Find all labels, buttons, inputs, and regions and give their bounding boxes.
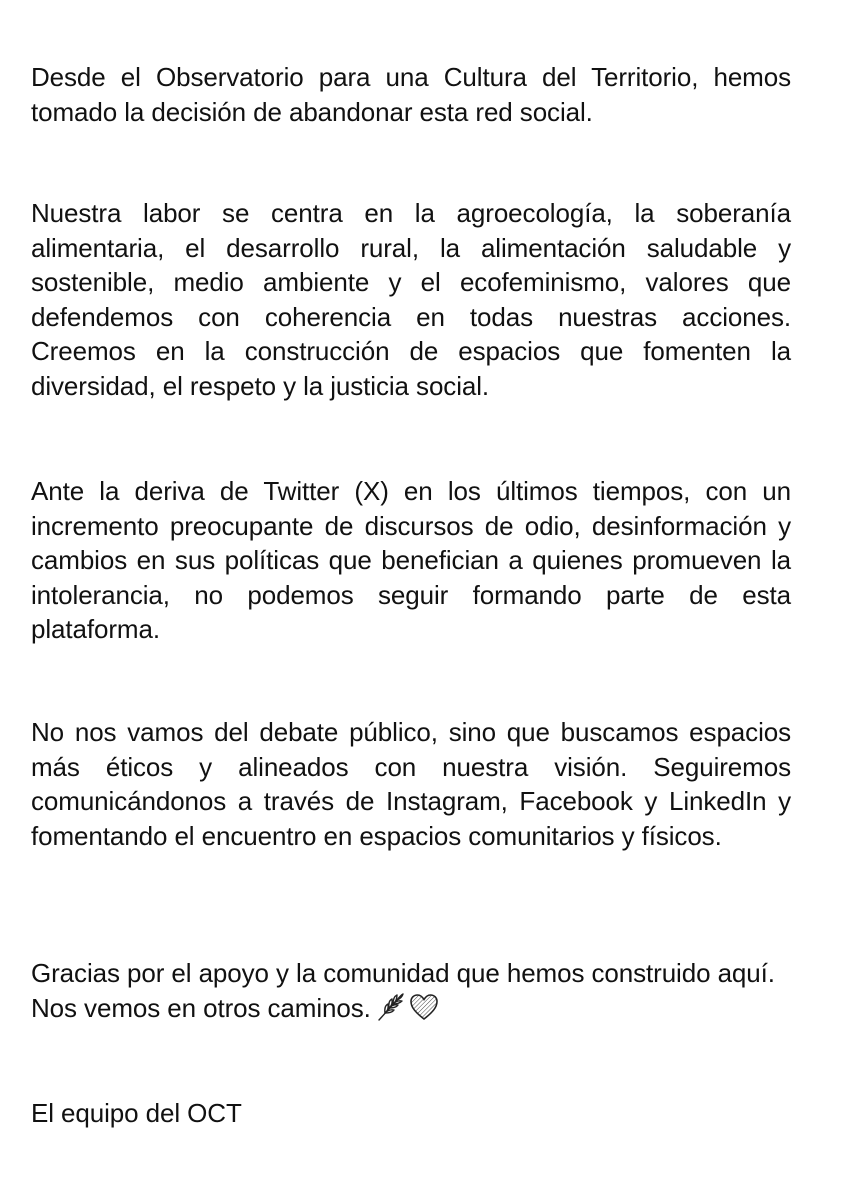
thanks-text: Gracias por el apoyo y la comunidad que hemos construido aquí. Nos vemos en otros caminos.: [31, 958, 775, 1023]
signature-line: El equipo del OCT: [31, 1098, 242, 1128]
wheat-icon: [375, 992, 405, 1022]
paragraph-reasons: Ante la deriva de Twitter (X) en los últimos tiempos, con un incremento preocupante de discursos de odio, desinformación y cambios en sus políticas que benefician a quienes promueven la intolerancia, no podemos seguir formando parte de esta plataforma.: [31, 476, 791, 644]
paragraph-next-steps: No nos vamos del debate público, sino que buscamos espacios más éticos y alineados con nuestra visión. Seguiremos comunicándonos a través de Instagram, Facebook y LinkedIn y fomentando el encuentro en espacios comunitarios y físicos.: [31, 717, 791, 851]
paragraph-announcement: Desde el Observatorio para una Cultura del Territorio, hemos tomado la decisión de abandonar esta red social.: [31, 62, 791, 127]
heart-icon: [409, 992, 439, 1022]
paragraph-mission: Nuestra labor se centra en la agroecología, la soberanía alimentaria, el desarrollo rural, la alimentación saludable y sostenible, medio ambiente y el ecofeminismo, valores que defendemos con coherencia en todas nuestras acciones. Creemos en la construcción de espacios que fomenten la diversidad, el respeto y la justicia social.: [31, 198, 791, 401]
paragraph-thanks: [31, 956, 791, 1025]
